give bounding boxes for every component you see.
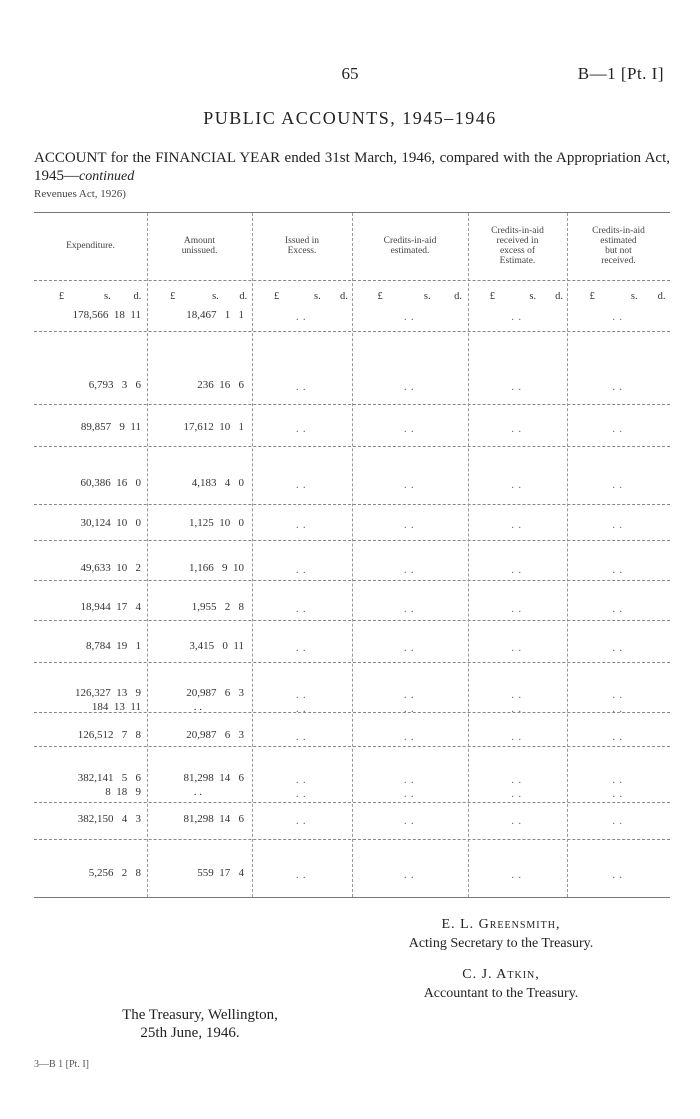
empty-value: . .	[511, 424, 522, 435]
empty-value: . .	[612, 789, 623, 800]
unissued-cell: 18,467 1 1	[186, 309, 244, 321]
currency-unit: d.	[657, 291, 666, 302]
empty-value: . .	[404, 604, 415, 615]
empty-value: . .	[511, 480, 522, 491]
column-divider	[252, 213, 253, 897]
empty-value: . .	[296, 604, 307, 615]
empty-value: . .	[511, 690, 522, 701]
page-title: PUBLIC ACCOUNTS, 1945–1946	[203, 108, 497, 128]
currency-unit: s.	[104, 291, 111, 302]
empty-value: . .	[296, 789, 307, 800]
empty-value: . .	[612, 690, 623, 701]
empty-value: . .	[511, 870, 522, 881]
unissued-cell: 81,298 14 6	[183, 813, 244, 825]
unissued-cell: 1,125 10 0	[189, 517, 244, 529]
expenditure-cell: 5,256 2 8	[88, 867, 141, 879]
empty-value: . .	[612, 704, 623, 715]
currency-unit: d.	[133, 291, 142, 302]
expenditure-cell: 126,327 13 9	[75, 687, 141, 699]
empty-value: . .	[511, 643, 522, 654]
empty-value: . .	[404, 732, 415, 743]
column-header: Expenditure.	[66, 241, 115, 251]
expenditure-cell: 49,633 10 2	[80, 562, 141, 574]
column-divider	[352, 213, 353, 897]
empty-value: . .	[612, 382, 623, 393]
currency-unit: d.	[239, 291, 248, 302]
column-header: Credits-in-aid estimated.	[383, 236, 437, 256]
empty-value: . .	[404, 870, 415, 881]
column-header: Amount unissued.	[181, 236, 218, 256]
expenditure-cell: 126,512 7 8	[77, 729, 141, 741]
unissued-cell: 3,415 0 11	[189, 640, 244, 652]
expenditure-cell: 184 13 11	[91, 701, 141, 713]
unissued-cell: 17,612 10 1	[183, 421, 244, 433]
expenditure-cell: 60,386 16 0	[80, 477, 141, 489]
empty-value: . .	[296, 382, 307, 393]
unissued-cell: 81,298 14 6	[183, 772, 244, 784]
empty-value: . .	[612, 424, 623, 435]
empty-value: . .	[296, 312, 307, 323]
empty-value: . .	[296, 870, 307, 881]
signatory-2-title: Accountant to the Treasury.	[423, 986, 579, 1001]
empty-value: . .	[404, 816, 415, 827]
expenditure-cell: 382,150 4 3	[77, 813, 141, 825]
expenditure-cell: 382,141 5 6	[77, 772, 141, 784]
column-divider	[147, 213, 148, 897]
empty-value: . .	[612, 520, 623, 531]
currency-unit: d.	[555, 291, 563, 302]
expenditure-cell: 30,124 10 0	[80, 517, 141, 529]
unissued-cell: 20,987 6 3	[186, 729, 244, 741]
column-header: Issued in Excess.	[284, 236, 320, 256]
currency-unit: s.	[314, 291, 321, 302]
column-divider	[567, 213, 568, 897]
empty-value: . .	[296, 565, 307, 576]
column-divider	[468, 213, 469, 897]
empty-value: . .	[404, 520, 415, 531]
unissued-cell: 236 16 6	[197, 379, 244, 391]
expenditure-cell: 89,857 9 11	[80, 421, 141, 433]
unissued-cell: . .	[193, 786, 202, 798]
empty-value: . .	[612, 732, 623, 743]
currency-unit: £	[489, 291, 496, 302]
expenditure-cell: 8,784 19 1	[86, 640, 141, 652]
expenditure-cell: 18,944 17 4	[80, 601, 141, 613]
empty-value: . .	[404, 789, 415, 800]
empty-value: . .	[296, 520, 307, 531]
empty-value: . .	[296, 424, 307, 435]
empty-value: . .	[511, 816, 522, 827]
empty-value: . .	[612, 312, 623, 323]
signatory-1-title: Acting Secretary to the Treasury.	[408, 936, 594, 951]
currency-unit: £	[58, 291, 65, 302]
empty-value: . .	[296, 816, 307, 827]
empty-value: . .	[612, 480, 623, 491]
footer-reference: 3—B 1 [Pt. I]	[34, 1059, 89, 1070]
signatory-2-name: C. J. Atkin,	[462, 967, 540, 982]
empty-value: . .	[404, 704, 415, 715]
page-number: 65	[341, 64, 359, 83]
date-line: 25th June, 1946.	[140, 1025, 240, 1041]
expenditure-cell: 178,566 18 11	[72, 309, 141, 321]
currency-unit: s.	[630, 291, 638, 302]
column-header: Credits-in-aid received in excess of Estimate.	[491, 226, 544, 266]
currency-unit: £	[274, 291, 280, 302]
cut-off-caption-line: Revenues Act, 1926)	[34, 188, 126, 200]
empty-value: . .	[511, 732, 522, 743]
empty-value: . .	[296, 775, 307, 786]
empty-value: . .	[612, 565, 623, 576]
empty-value: . .	[511, 775, 522, 786]
empty-value: . .	[404, 643, 415, 654]
empty-value: . .	[612, 604, 623, 615]
empty-value: . .	[511, 312, 522, 323]
empty-value: . .	[612, 643, 623, 654]
unissued-cell: 1,166 9 10	[189, 562, 244, 574]
empty-value: . .	[511, 565, 522, 576]
empty-value: . .	[612, 775, 623, 786]
currency-unit: d.	[340, 291, 348, 302]
empty-value: . .	[296, 643, 307, 654]
empty-value: . .	[296, 704, 307, 715]
empty-value: . .	[511, 789, 522, 800]
empty-value: . .	[404, 565, 415, 576]
empty-value: . .	[511, 604, 522, 615]
currency-unit: s.	[529, 291, 537, 302]
caption-text: ACCOUNT for the FINANCIAL YEAR ended 31st March, 1946, compared with the Appropriation Act, 1945—	[34, 150, 670, 184]
unissued-cell: . .	[193, 701, 202, 713]
unissued-cell: 1,955 2 8	[191, 601, 244, 613]
unissued-cell: 559 17 4	[197, 867, 244, 879]
currency-unit: £	[377, 291, 383, 302]
currency-unit: s.	[212, 291, 219, 302]
signatory-1-name: E. L. Greensmith,	[441, 917, 561, 932]
empty-value: . .	[404, 312, 415, 323]
empty-value: . .	[612, 870, 623, 881]
unissued-cell: 20,987 6 3	[186, 687, 244, 699]
currency-unit: £	[589, 291, 595, 302]
empty-value: . .	[511, 520, 522, 531]
empty-value: . .	[511, 382, 522, 393]
empty-value: . .	[296, 732, 307, 743]
table-rule	[34, 897, 670, 898]
empty-value: . .	[404, 480, 415, 491]
empty-value: . .	[404, 690, 415, 701]
unissued-cell: 4,183 4 0	[191, 477, 244, 489]
expenditure-cell: 8 18 9	[105, 786, 141, 798]
column-header: Credits-in-aid estimated but not received.	[592, 226, 645, 266]
expenditure-cell: 6,793 3 6	[88, 379, 141, 391]
currency-unit: s.	[423, 291, 431, 302]
empty-value: . .	[296, 480, 307, 491]
empty-value: . .	[612, 816, 623, 827]
caption-continued: continued	[79, 169, 135, 184]
currency-unit: £	[170, 291, 176, 302]
currency-unit: d.	[454, 291, 462, 302]
table-caption	[34, 149, 670, 186]
empty-value: . .	[404, 424, 415, 435]
empty-value: . .	[296, 690, 307, 701]
document-reference: B—1 [Pt. I]	[577, 64, 664, 83]
place-line: The Treasury, Wellington,	[122, 1007, 278, 1023]
empty-value: . .	[511, 704, 522, 715]
empty-value: . .	[404, 382, 415, 393]
empty-value: . .	[404, 775, 415, 786]
